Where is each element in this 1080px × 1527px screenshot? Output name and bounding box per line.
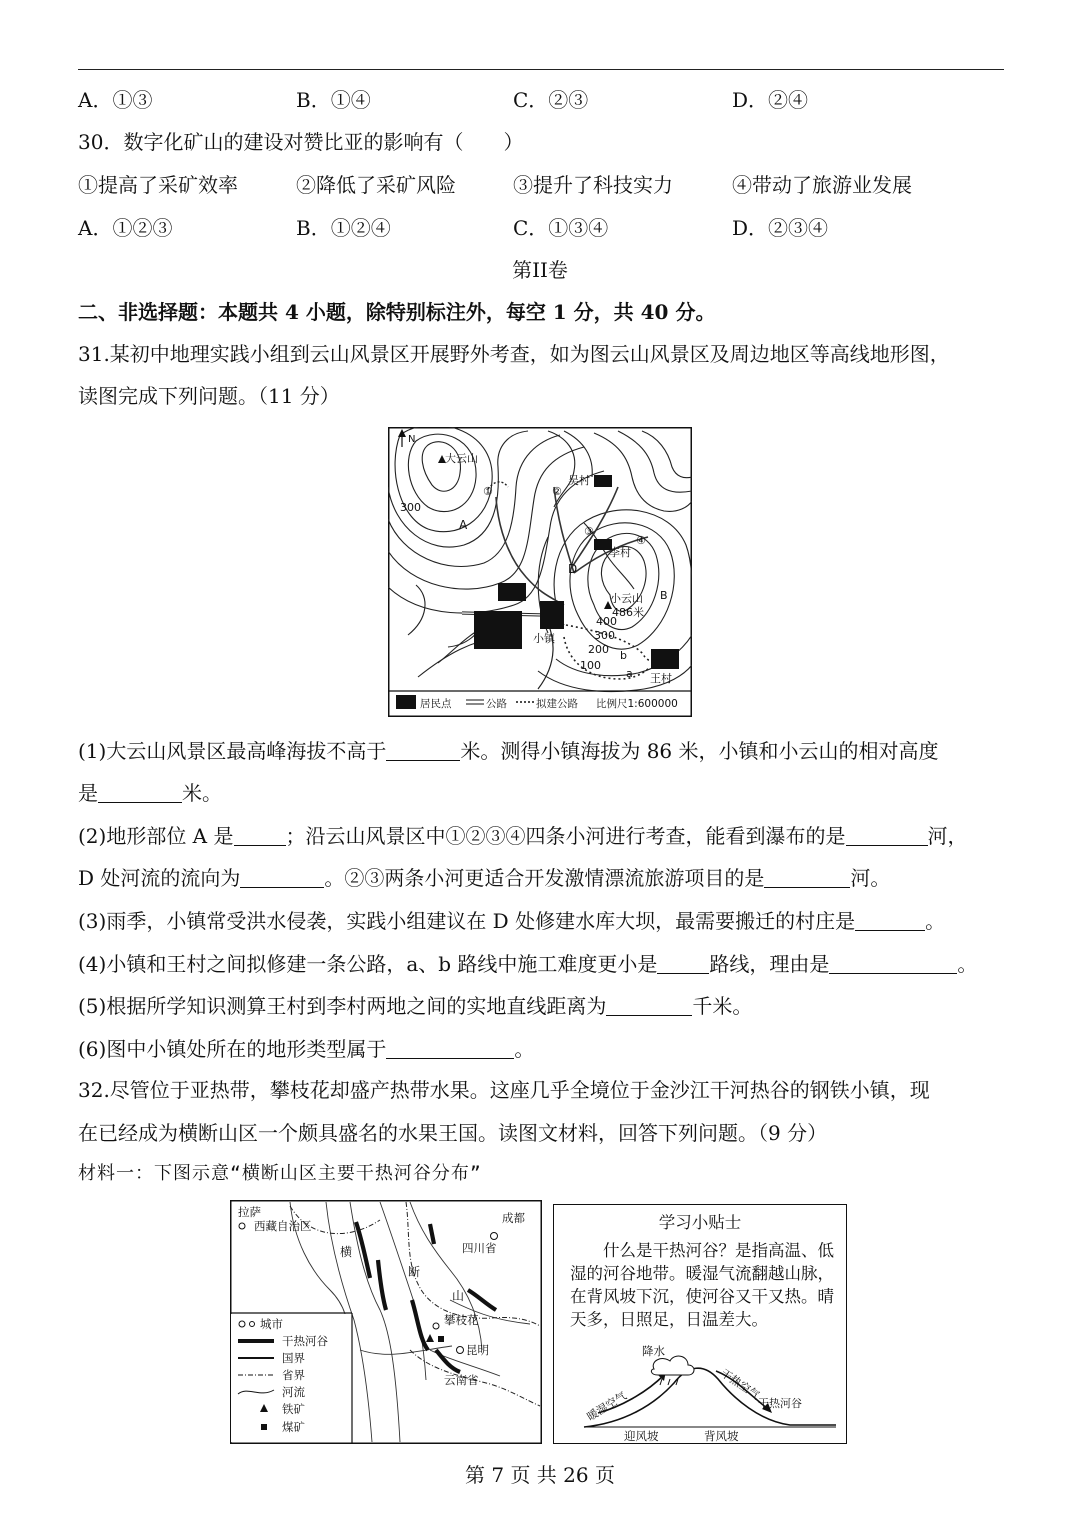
q31-p1-blank-1[interactable]: [386, 740, 460, 761]
q31-p5-blank[interactable]: [606, 995, 692, 1016]
settlement-block-1: [498, 583, 526, 601]
hengduan-map: [230, 1200, 542, 1444]
volume-title: 第II卷: [512, 258, 568, 282]
q31-p6-text-a: (6)图中小镇处所在的地形类型属于: [78, 1037, 387, 1061]
q31-p1-text-a: (1)大云山风景区最高峰海拔不高于: [78, 739, 387, 763]
q31-p4-blank-1[interactable]: [657, 953, 709, 974]
q31-stem-line1: 31.某初中地理实践小组到云山风景区开展野外考查，如为图云山风景区及周边地区等高线地形图，: [78, 342, 950, 366]
contour-100-label: 100: [580, 659, 601, 672]
q31-p4-text-c: 。: [957, 952, 978, 976]
legend-coal: 煤矿: [282, 1420, 305, 1434]
legend-province: 省界: [282, 1368, 305, 1382]
q31-p3-text-a: (3)雨季，小镇常受洪水侵袭，实践小组建议在 D 处修建水库大坝，最需要搬迁的村庄是: [78, 909, 856, 933]
route-label-b: b: [620, 649, 627, 662]
legend-road: 公路: [486, 698, 507, 710]
q31-p3: [78, 907, 1018, 935]
q31-p2-text-b: ；沿云山风景区中①②③④四条小河进行考查，能看到瀑布的是: [285, 824, 846, 848]
q30-stem: 30．数字化矿山的建设对赞比亚的影响有（ ）: [78, 130, 524, 154]
legend-scale: 比例尺1:600000: [596, 698, 678, 710]
q31-p1: [78, 737, 1018, 765]
q30-option-d[interactable]: D．②③④: [732, 216, 829, 240]
map-label-b: B: [660, 589, 668, 602]
q30-option-c[interactable]: C．①③④: [513, 216, 609, 240]
tip-leeward: 背风坡: [704, 1429, 739, 1443]
map-heng: 横: [340, 1245, 353, 1259]
q31-p1-text-d: 米。: [182, 781, 222, 805]
q31-p2-text-a: (2)地形部位 A 是: [78, 824, 234, 848]
q29-option-a[interactable]: A．①③: [78, 88, 153, 112]
map-duan: 断: [408, 1265, 421, 1279]
tip-valley: 干热河谷: [758, 1397, 802, 1410]
river-3-label: ③: [584, 525, 594, 538]
q31-p3-blank[interactable]: [855, 910, 925, 931]
q30-item-4: ④带动了旅游业发展: [732, 173, 912, 197]
coal-mine-icon: [438, 1336, 444, 1342]
q30-item-1: ①提高了采矿效率: [78, 173, 238, 197]
town-label: 小镇: [533, 632, 555, 645]
map-kunming: 昆明: [466, 1343, 489, 1357]
contour-300-label: 300: [400, 501, 421, 514]
legend-border: 国界: [282, 1351, 305, 1365]
settlement-wu: [594, 475, 612, 487]
q31-p2-blank-4[interactable]: [764, 867, 850, 888]
river-1-label: ①: [483, 485, 493, 498]
q31-p5-text-b: 千米。: [692, 994, 753, 1018]
page-footer: 第 7 页 共 26 页: [465, 1463, 615, 1487]
map-label-a: A: [459, 518, 468, 532]
q32-stem-line1: 32.尽管位于亚热带，攀枝花却盛产热带水果。这座几乎全境位于金沙江干河热谷的钢铁小镇，现: [78, 1078, 930, 1102]
foehn-diagram: [554, 1343, 846, 1443]
village-wu-label: 吴村: [568, 474, 590, 487]
q30-option-b[interactable]: B．①②④: [296, 216, 391, 240]
cloud-icon: [651, 1356, 694, 1375]
legend-coal-icon: [261, 1424, 267, 1430]
settlement-town: [540, 601, 564, 629]
map-sichuan: 四川省: [462, 1241, 497, 1255]
map-chengdu: 成都: [502, 1211, 525, 1225]
river-4-label: ④: [636, 534, 646, 547]
contour-map: [388, 427, 692, 717]
peak-big-label: 大云山: [445, 452, 478, 465]
q31-stem-line2: 读图完成下列问题。（11 分）: [78, 384, 340, 408]
q32-material-caption: 材料一：下图示意“横断山区主要干热河谷分布”: [78, 1163, 482, 1184]
map-lhasa: 拉萨: [238, 1205, 261, 1219]
tip-warm-air: 暖湿空气: [584, 1389, 629, 1424]
q31-p4-text-a: (4)小镇和王村之间拟修建一条公路，a、b 路线中施工难度更小是: [78, 952, 658, 976]
q31-p1-text-c: 是: [78, 781, 98, 805]
q31-p4: [78, 950, 1018, 978]
q31-p6-blank[interactable]: [386, 1038, 514, 1059]
q31-p6: [78, 1035, 1018, 1063]
q31-p1-cont: [78, 779, 1018, 807]
q31-p1-blank-2[interactable]: [98, 782, 182, 803]
q31-p4-text-b: 路线，理由是: [709, 952, 830, 976]
map-label-d: D: [568, 562, 578, 576]
contour-200-label: 200: [588, 643, 609, 656]
peak-small-label: 小云山: [610, 592, 643, 605]
q31-p2-text-e: 。②③两条小河更适合开发激情漂流旅游项目的是: [324, 866, 765, 890]
q31-p5-text-a: (5)根据所学知识测算王村到李村两地之间的实地直线距离为: [78, 994, 607, 1018]
q31-p2-blank-1[interactable]: [234, 825, 286, 846]
legend-city: 城市: [260, 1317, 283, 1331]
q29-option-d[interactable]: D．②④: [732, 88, 809, 112]
q31-p2-cont: [78, 864, 1018, 892]
route-label-a: a: [626, 667, 633, 680]
peak-small-height: 486米: [612, 606, 644, 619]
map-panzhihua: 攀枝花: [444, 1313, 479, 1327]
q31-p2-text-d: D 处河流的流向为: [78, 866, 241, 890]
q31-p2-blank-2[interactable]: [846, 825, 928, 846]
contour-400-label: 400: [596, 615, 617, 628]
tip-dry-air: 干热空气: [718, 1366, 763, 1403]
legend-settlement-swatch: [396, 695, 416, 709]
legend-river: 河流: [282, 1385, 305, 1399]
q31-p1-text-b: 米。测得小镇海拔为 86 米，小镇和小云山的相对高度: [460, 739, 939, 763]
tip-precip: 降水: [642, 1344, 665, 1358]
rain-drop-2: [668, 1379, 670, 1385]
q31-p2-text-f: 河。: [850, 866, 891, 890]
q30-item-2: ②降低了采矿风险: [296, 173, 456, 197]
map-yunnan: 云南省: [444, 1373, 479, 1387]
section-heading: 二、非选择题：本题共 4 小题，除特别标注外，每空 1 分，共 40 分。: [78, 300, 716, 324]
q31-p6-text-b: 。: [514, 1037, 535, 1061]
village-wang-label: 王村: [650, 672, 672, 685]
q31-p2: [78, 822, 1018, 850]
tip-windward: 迎风坡: [624, 1429, 659, 1443]
q31-p2-text-c: 河，: [927, 824, 968, 848]
legend-valley: 干热河谷: [282, 1334, 328, 1348]
header-rule: [78, 69, 1004, 70]
tip-title: 学习小贴士: [658, 1213, 742, 1232]
map-shan: 山: [452, 1289, 465, 1303]
contour-300b-label: 300: [594, 629, 615, 642]
settlement-block-2: [474, 611, 522, 649]
settlement-wang: [651, 649, 679, 669]
study-tip-box: [553, 1204, 847, 1444]
legend-iron: 铁矿: [282, 1402, 305, 1416]
q29-option-c[interactable]: C．②③: [513, 88, 589, 112]
legend-settlement: 居民点: [420, 698, 452, 710]
north-label: N: [408, 434, 416, 445]
legend-planned: 拟建公路: [536, 698, 578, 710]
rain-drop-1: [660, 1379, 662, 1385]
village-li-label: 李村: [609, 546, 631, 559]
q29-option-b[interactable]: B．①④: [296, 88, 371, 112]
map-tibet: 西藏自治区: [254, 1219, 312, 1233]
q31-p3-text-b: 。: [925, 909, 946, 933]
q31-p4-blank-2[interactable]: [829, 953, 957, 974]
q30-option-a[interactable]: A．①②③: [78, 216, 173, 240]
tip-body: 什么是干热河谷？是指高温、低湿的河谷地带。暖湿气流翻越山脉，在背风坡下沉，使河谷又干又热。晴天多，日照足，日温差大。: [570, 1241, 834, 1329]
river-2-label: ②: [552, 485, 562, 498]
q31-p2-blank-3[interactable]: [240, 867, 324, 888]
q32-stem-line2: 在已经成为横断山区一个颇具盛名的水果王国。读图文材料，回答下列问题。（9 分）: [78, 1121, 828, 1145]
q30-item-3: ③提升了科技实力: [513, 173, 673, 197]
q31-p5: [78, 992, 1018, 1020]
